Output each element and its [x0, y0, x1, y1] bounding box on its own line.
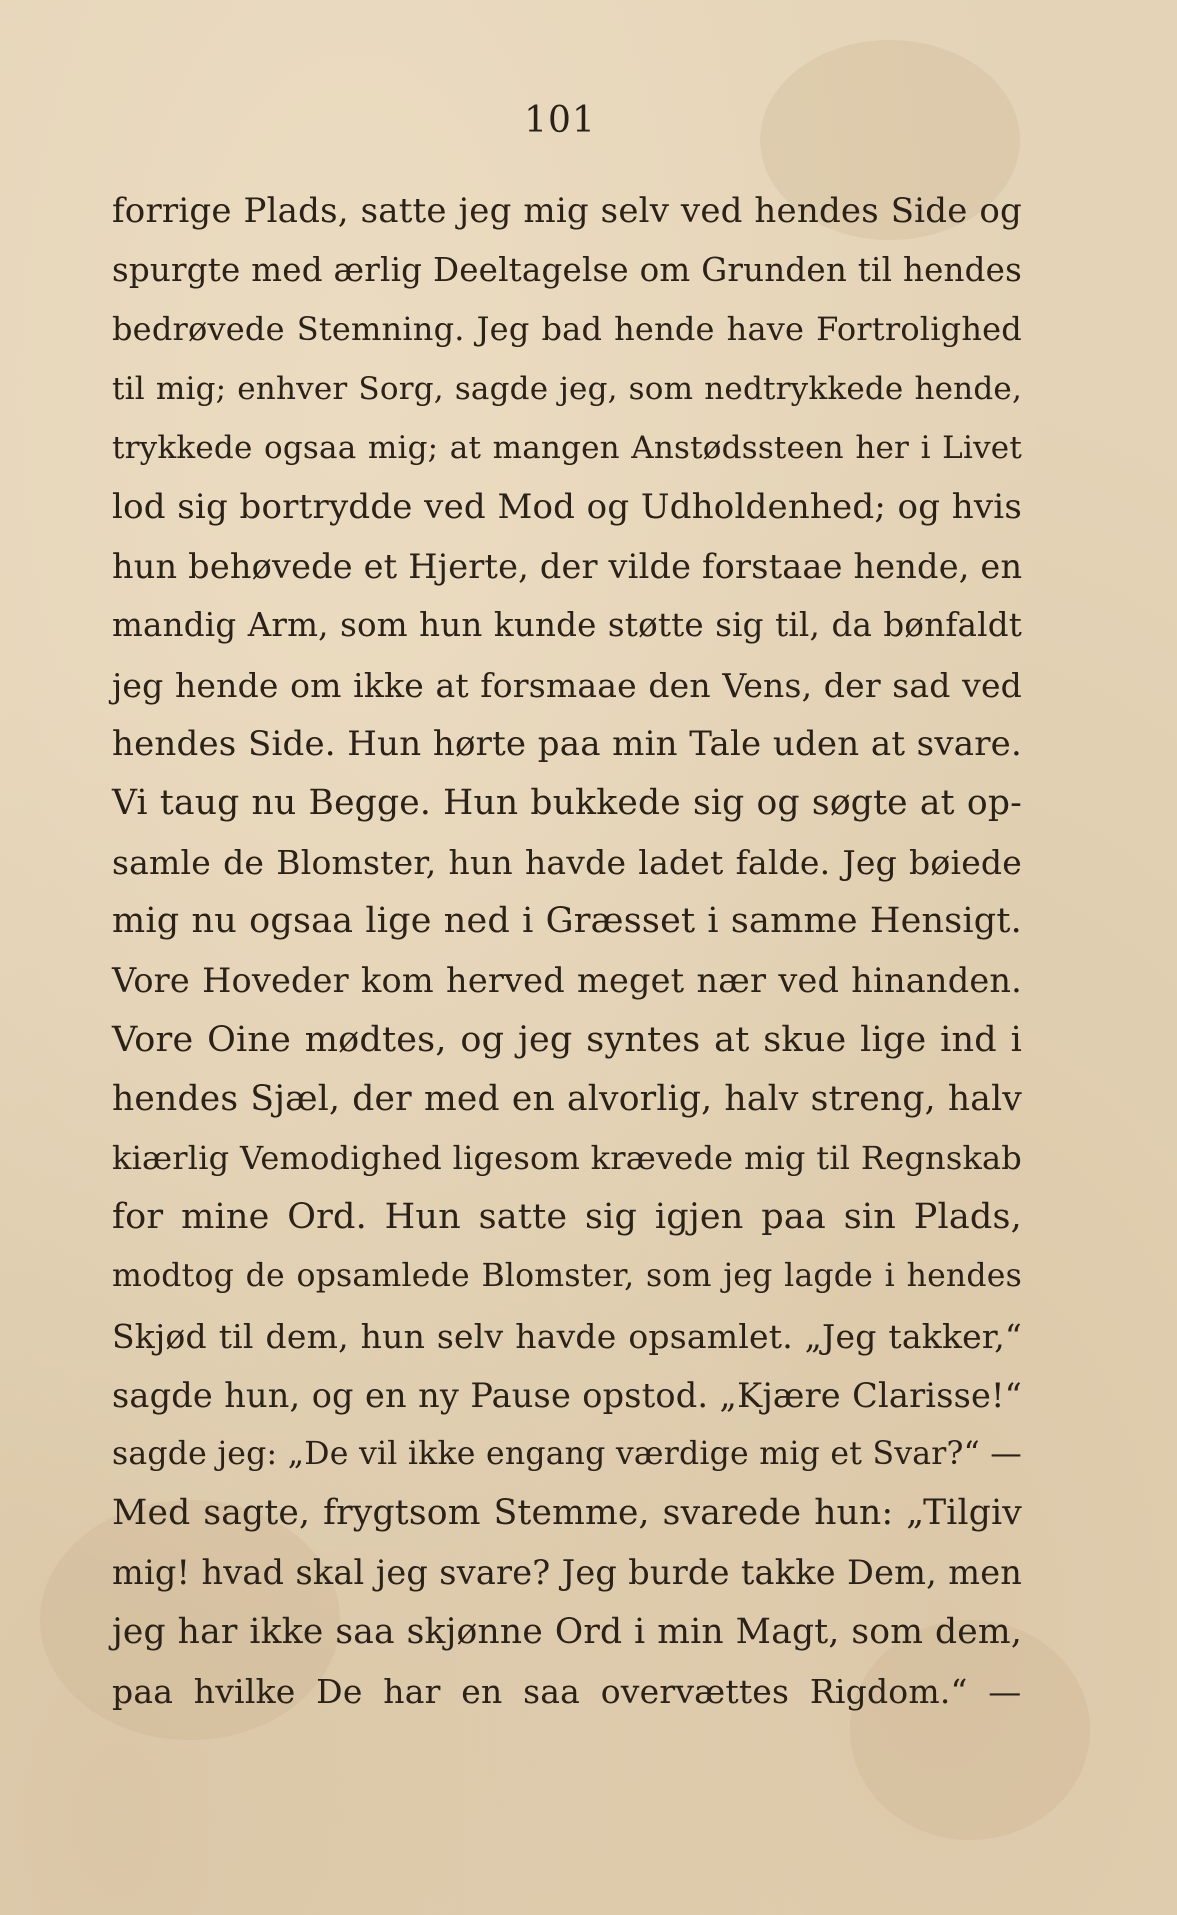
text-line: Vi taug nu Begge. Hun bukkede sig og søgte at op- — [112, 782, 1022, 823]
text-line: mandig Arm, som hun kunde støtte sig til, da bønfaldt — [112, 606, 1022, 645]
text-line: kiærlig Vemodighed ligesom krævede mig til Regnskab — [112, 1139, 1022, 1177]
text-line: hendes Side. Hun hørte paa min Tale uden at svare. — [112, 723, 1022, 764]
text-line: Med sagte, frygtsom Stemme, svarede hun: „Tilgiv — [112, 1493, 1022, 1534]
page-number: 101 — [524, 100, 596, 141]
text-line: jeg har ikke saa skjønne Ord i min Magt, som dem, — [112, 1611, 1022, 1652]
text-line: lod sig bortrydde ved Mod og Udholdenhed; og hvis — [112, 486, 1022, 527]
text-line: spurgte med ærlig Deeltagelse om Grunden til hendes — [112, 251, 1022, 290]
text-line: bedrøvede Stemning. Jeg bad hende have Fortrolighed — [112, 310, 1022, 349]
text-line: samle de Blomster, hun havde ladet falde. Jeg bøiede — [112, 843, 1022, 883]
text-line: Vore Oine mødtes, og jeg syntes at skue lige ind i — [112, 1019, 1022, 1060]
text-line: paa hvilke De har en saa overvættes Rigdom.“ — — [112, 1671, 1022, 1711]
text-line: til mig; enhver Sorg, sagde jeg, som nedtrykkede hende, — [112, 370, 1022, 407]
text-line: trykkede ogsaa mig; at mangen Anstødssteen her i Livet — [112, 429, 1022, 466]
text-line: mig nu ogsaa lige ned i Græsset i samme Hensigt. — [112, 901, 1022, 942]
text-line: for mine Ord. Hun satte sig igjen paa sin Plads, — [112, 1197, 1022, 1238]
text-line: sagde jeg: „De vil ikke engang værdige mig et Svar?“ — — [112, 1435, 1022, 1472]
text-line: hendes Sjæl, der med en alvorlig, halv streng, halv — [112, 1078, 1022, 1119]
text-line: hun behøvede et Hjerte, der vilde forstaae hende, en — [112, 547, 1023, 587]
text-line: jeg hende om ikke at forsmaae den Vens, der sad ved — [112, 665, 1022, 705]
text-line: Skjød til dem, hun selv havde opsamlet. „Jeg takker,“ — [112, 1316, 1022, 1356]
text-line: forrige Plads, satte jeg mig selv ved hendes Side og — [112, 191, 1022, 231]
text-line: modtog de opsamlede Blomster, som jeg lagde i hendes — [112, 1258, 1022, 1295]
text-line: mig! hvad skal jeg svare? Jeg burde takke Dem, men — [112, 1553, 1022, 1593]
text-line: Vore Hoveder kom herved meget nær ved hinanden. — [112, 961, 1022, 1001]
body-text — [112, 182, 1022, 1721]
text-line: sagde hun, og en ny Pause opstod. „Kjære Clarisse!“ — [112, 1375, 1022, 1415]
